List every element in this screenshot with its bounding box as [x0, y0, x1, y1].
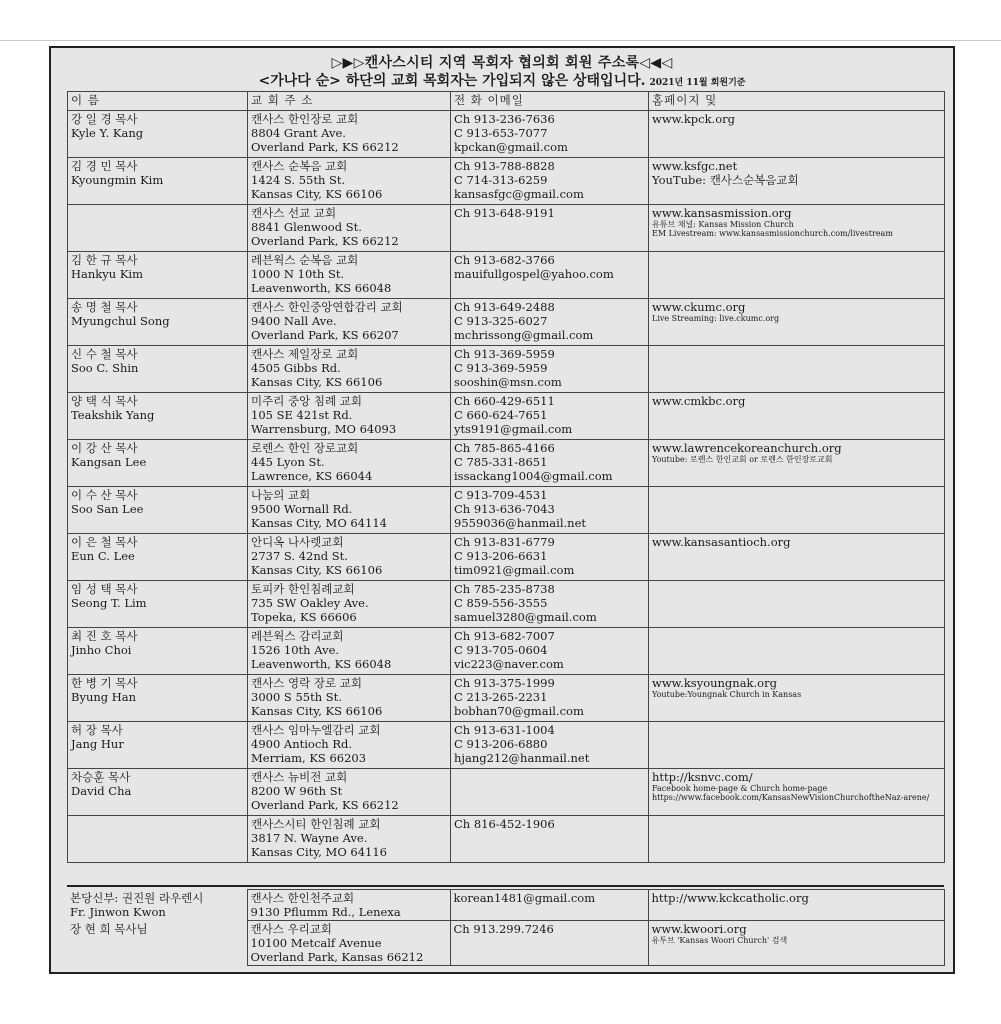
- contact-cell: [451, 628, 649, 675]
- church-address-cell-line: 레븐웍스 감리교회: [251, 629, 344, 643]
- pastor-name-cell-line: 차승훈 목사: [71, 770, 131, 784]
- church-address-cell-line: 4900 Antioch Rd.: [251, 737, 353, 751]
- pastor-name-cell-line: 양 택 식 목사: [71, 394, 138, 408]
- pastor-name-cell-line: Soo San Lee: [71, 502, 144, 516]
- pastor-name-cell: [68, 816, 248, 863]
- contact-cell-line: Ch 816-452-1906: [454, 817, 555, 831]
- contact-cell-line: C 913-709-4531: [454, 488, 548, 502]
- church-address-cell-line: Lawrence, KS 66044: [251, 469, 373, 483]
- homepage-cell: [649, 769, 945, 816]
- contact-cell-line: Ch 913-236-7636: [454, 112, 555, 126]
- contact-cell: [451, 487, 649, 534]
- column-header-homepage: 홈페이지 및: [649, 92, 945, 111]
- page-top-rule: [0, 40, 1001, 41]
- pastor-name-cell-line: Jang Hur: [71, 737, 124, 751]
- homepage-cell-note: Youtube: 로렌스 한인교회 or 로렌스 한인장로교회: [652, 455, 833, 464]
- homepage-cell-note: Facebook home-page & Church home-page: [652, 784, 828, 793]
- contact-cell-line: Ch 913-648-9191: [454, 206, 555, 220]
- directory-body: [68, 111, 945, 863]
- homepage-cell: [649, 628, 945, 675]
- contact-cell-line: vic223@naver.com: [454, 657, 564, 671]
- pastor-name-cell: [68, 581, 248, 628]
- pastor-name-cell: [68, 111, 248, 158]
- homepage-cell-note: Live Streaming: live.ckumc.org: [652, 314, 780, 323]
- church-address-cell-line: Kansas City, MO 64114: [251, 516, 387, 530]
- pastor-name-cell-line: 한 병 기 목사: [71, 676, 138, 690]
- pastor-name-cell-line: 임 성 택 목사: [71, 582, 138, 596]
- homepage-cell-line: YouTube: 캔사스순복음교회: [652, 173, 799, 187]
- pastor-name-cell-line: 김 경 민 목사: [71, 159, 138, 173]
- homepage-cell: [649, 816, 945, 863]
- homepage-cell-line: www.ckumc.org: [652, 300, 746, 314]
- pastor-name-cell: [68, 628, 248, 675]
- pastor-name-cell-line: 이 은 철 목사: [71, 535, 138, 549]
- church-address-cell: [248, 722, 451, 769]
- table-row: [68, 675, 945, 722]
- homepage-cell-line: www.kansasantioch.org: [652, 535, 791, 549]
- homepage-cell-line: www.ksyoungnak.org: [652, 676, 777, 690]
- table-header-row: [68, 92, 945, 111]
- table-row: [68, 393, 945, 440]
- contact-cell: [451, 346, 649, 393]
- pastor-name-cell-line: Fr. Jinwon Kwon: [70, 904, 166, 919]
- church-address-cell: [248, 628, 451, 675]
- pastor-name-cell-line: 강 일 경 목사: [71, 112, 138, 126]
- contact-cell: [451, 205, 649, 252]
- table-row: [68, 628, 945, 675]
- pastor-name-cell: [67, 890, 247, 921]
- contact-cell-line: sooshin@msn.com: [454, 375, 562, 389]
- contact-cell-line: kansasfgc@gmail.com: [454, 187, 584, 201]
- contact-cell-line: Ch 913.299.7246: [453, 922, 554, 936]
- contact-cell-line: C 913-653-7077: [454, 126, 548, 140]
- church-address-cell-line: 105 SE 421st Rd.: [251, 408, 353, 422]
- directory-frame: [49, 46, 955, 974]
- church-address-cell-line: 445 Lyon St.: [251, 455, 325, 469]
- church-address-cell-line: 9130 Pflumm Rd., Lenexa: [250, 905, 401, 919]
- church-address-cell-line: 안디옥 나사렛교회: [251, 535, 344, 549]
- contact-cell: [451, 440, 649, 487]
- church-address-cell: [247, 890, 450, 921]
- table-row: [68, 205, 945, 252]
- church-address-cell-line: Overland Park, KS 66212: [251, 140, 399, 154]
- pastor-name-cell-line: 본당신부: 권진원 라우렌시: [70, 890, 204, 905]
- contact-cell: [451, 581, 649, 628]
- contact-cell: [451, 722, 649, 769]
- table-row: [68, 346, 945, 393]
- table-row: [68, 722, 945, 769]
- contact-cell-line: C 660-624-7651: [454, 408, 548, 422]
- pastor-name-cell-line: 송 명 철 목사: [71, 300, 138, 314]
- homepage-cell: [649, 534, 945, 581]
- church-address-cell: [248, 769, 451, 816]
- church-address-cell-line: Overland Park, KS 66207: [251, 328, 399, 342]
- contact-cell-line: yts9191@gmail.com: [454, 422, 573, 436]
- church-address-cell-line: 캔사스 한인중앙연합감리 교회: [251, 300, 403, 314]
- contact-cell-line: C 913-206-6880: [454, 737, 548, 751]
- table-row: [67, 890, 944, 921]
- contact-cell: [450, 921, 648, 966]
- directory-title: ▷▶▷캔사스시티 지역 목회자 협의회 회원 주소록◁◀◁: [331, 55, 673, 71]
- pastor-name-cell-line: 이 수 산 목사: [71, 488, 138, 502]
- non-member-table: [67, 889, 945, 966]
- contact-cell-line: Ch 913-682-3766: [454, 253, 555, 267]
- contact-cell: [451, 816, 649, 863]
- contact-cell: [451, 393, 649, 440]
- church-address-cell-line: 8804 Grant Ave.: [251, 126, 346, 140]
- homepage-cell-note: EM Livestream: www.kansasmissionchurch.com/livestream: [652, 229, 893, 238]
- contact-cell: [451, 675, 649, 722]
- homepage-cell: [649, 393, 945, 440]
- pastor-name-cell-line: Hankyu Kim: [71, 267, 143, 281]
- contact-cell-line: kpckan@gmail.com: [454, 140, 568, 154]
- subtitle-text: <가나다 순> 하단의 교회 목회자는 가입되지 않은 상태입니다.: [258, 73, 646, 89]
- pastor-name-cell: [68, 487, 248, 534]
- contact-cell-line: Ch 785-865-4166: [454, 441, 555, 455]
- pastor-name-cell: [68, 534, 248, 581]
- church-address-cell-line: Topeka, KS 66606: [251, 610, 357, 624]
- table-row: [68, 487, 945, 534]
- pastor-name-cell-line: 이 강 산 목사: [71, 441, 138, 455]
- pastor-name-cell-line: 장 현 희 목사님: [70, 921, 148, 936]
- church-address-cell-line: Overland Park, KS 66212: [251, 798, 399, 812]
- contact-cell-line: Ch 913-649-2488: [454, 300, 555, 314]
- homepage-cell: [648, 890, 944, 921]
- church-address-cell-line: 4505 Gibbs Rd.: [251, 361, 341, 375]
- pastor-name-cell-line: Myungchul Song: [71, 314, 170, 328]
- church-address-cell-line: Merriam, KS 66203: [251, 751, 367, 765]
- homepage-cell-line: http://ksnvc.com/: [652, 770, 753, 784]
- pastor-name-cell: [68, 205, 248, 252]
- homepage-cell-note: https://www.facebook.com/KansasNewVisionChurchoftheNaz-arene/: [652, 793, 930, 802]
- contact-cell: [451, 299, 649, 346]
- table-row: [67, 921, 944, 966]
- church-address-cell: [248, 205, 451, 252]
- directory-subtitle: [51, 70, 953, 90]
- homepage-cell-line: www.kansasmission.org: [652, 206, 792, 220]
- contact-cell-line: C 213-265-2231: [454, 690, 548, 704]
- pastor-name-cell: [68, 440, 248, 487]
- church-address-cell-line: 10100 Metcalf Avenue: [250, 936, 382, 950]
- church-address-cell: [248, 581, 451, 628]
- pastor-name-cell-line: Kyle Y. Kang: [71, 126, 144, 140]
- church-address-cell: [248, 487, 451, 534]
- homepage-cell-line: www.kpck.org: [652, 112, 735, 126]
- pastor-name-cell-line: Eun C. Lee: [71, 549, 135, 563]
- church-address-cell-line: 8200 W 96th St: [251, 784, 343, 798]
- pastor-name-cell-line: Teakshik Yang: [71, 408, 155, 422]
- contact-cell-line: C 913-705-0604: [454, 643, 548, 657]
- contact-cell-line: C 785-331-8651: [454, 455, 548, 469]
- church-address-cell-line: Kansas City, MO 64116: [251, 845, 387, 859]
- column-header-name: 이 름: [68, 92, 248, 111]
- table-row: [68, 299, 945, 346]
- pastor-name-cell-line: Soo C. Shin: [71, 361, 139, 375]
- homepage-cell-line: http://www.kckcatholic.org: [651, 891, 809, 905]
- homepage-cell: [649, 158, 945, 205]
- homepage-cell: [649, 722, 945, 769]
- pastor-name-cell-line: Byung Han: [71, 690, 137, 704]
- church-address-cell-line: Warrensburg, MO 64093: [251, 422, 397, 436]
- contact-cell-line: tim0921@gmail.com: [454, 563, 575, 577]
- church-address-cell-line: 3817 N. Wayne Ave.: [251, 831, 368, 845]
- church-address-cell-line: Overland Park, KS 66212: [251, 234, 399, 248]
- homepage-cell-line: www.ksfgc.net: [652, 159, 738, 173]
- homepage-cell: [649, 675, 945, 722]
- homepage-cell: [649, 581, 945, 628]
- contact-cell-line: Ch 913-631-1004: [454, 723, 555, 737]
- church-address-cell: [248, 675, 451, 722]
- homepage-cell: [649, 487, 945, 534]
- contact-cell-line: Ch 913-831-6779: [454, 535, 555, 549]
- contact-cell-line: issackang1004@gmail.com: [454, 469, 613, 483]
- contact-cell-line: C 913-369-5959: [454, 361, 548, 375]
- church-address-cell-line: 로렌스 한인 장로교회: [251, 441, 359, 455]
- church-address-cell-line: 캔사스 제일장로 교회: [251, 347, 359, 361]
- section-divider: [67, 885, 944, 887]
- homepage-cell-line: www.cmkbc.org: [652, 394, 746, 408]
- contact-cell: [451, 252, 649, 299]
- homepage-cell-note: 유튜브 채널: Kansas Mission Church: [652, 220, 794, 229]
- church-address-cell: [248, 299, 451, 346]
- church-address-cell-line: 캔사스 뉴비전 교회: [251, 770, 348, 784]
- homepage-cell-note: 유투브 'Kansas Woori Church' 검색: [651, 936, 788, 945]
- church-address-cell-line: 미주리 중앙 침례 교회: [251, 394, 362, 408]
- pastor-name-cell: [68, 675, 248, 722]
- church-address-cell: [248, 252, 451, 299]
- table-row: [68, 111, 945, 158]
- church-address-cell: [248, 816, 451, 863]
- contact-cell: [451, 111, 649, 158]
- contact-cell-line: Ch 913-636-7043: [454, 502, 555, 516]
- church-address-cell: [248, 440, 451, 487]
- church-address-cell-line: 캔사스 임마누엘감리 교회: [251, 723, 381, 737]
- pastor-name-cell-line: 신 수 철 목사: [71, 347, 138, 361]
- church-address-cell-line: 토피카 한인침례교회: [251, 582, 355, 596]
- church-address-cell-line: Leavenworth, KS 66048: [251, 281, 392, 295]
- table-row: [68, 534, 945, 581]
- table-row: [68, 816, 945, 863]
- church-address-cell-line: 2737 S. 42nd St.: [251, 549, 348, 563]
- contact-cell: [451, 158, 649, 205]
- homepage-cell: [649, 111, 945, 158]
- contact-cell-line: Ch 913-375-1999: [454, 676, 555, 690]
- contact-cell-line: Ch 785-235-8738: [454, 582, 555, 596]
- membership-date-note: 2021년 11월 회원기준: [649, 78, 746, 88]
- homepage-cell: [649, 205, 945, 252]
- contact-cell-line: mchrissong@gmail.com: [454, 328, 594, 342]
- contact-cell-line: 9559036@hanmail.net: [454, 516, 586, 530]
- contact-cell: [451, 769, 649, 816]
- homepage-cell-line: www.kwoori.org: [651, 922, 747, 936]
- church-address-cell-line: 1526 10th Ave.: [251, 643, 340, 657]
- contact-cell-line: C 714-313-6259: [454, 173, 548, 187]
- pastor-name-cell-line: Kangsan Lee: [71, 455, 147, 469]
- pastor-name-cell-line: David Cha: [71, 784, 132, 798]
- table-row: [68, 440, 945, 487]
- pastor-name-cell: [68, 393, 248, 440]
- contact-cell-line: C 913-206-6631: [454, 549, 548, 563]
- church-address-cell-line: Kansas City, KS 66106: [251, 563, 383, 577]
- table-row: [68, 769, 945, 816]
- church-address-cell-line: 캔사스 한인장로 교회: [251, 112, 359, 126]
- homepage-cell: [648, 921, 944, 966]
- pastor-name-cell: [68, 769, 248, 816]
- homepage-cell: [649, 252, 945, 299]
- church-address-cell-line: 1000 N 10th St.: [251, 267, 345, 281]
- church-address-cell-line: 1424 S. 55th St.: [251, 173, 346, 187]
- pastor-name-cell-line: 최 진 호 목사: [71, 629, 138, 643]
- contact-cell-line: korean1481@gmail.com: [453, 891, 596, 905]
- church-address-cell: [248, 393, 451, 440]
- church-address-cell-line: Kansas City, KS 66106: [251, 187, 383, 201]
- pastor-name-cell: [68, 299, 248, 346]
- church-address-cell-line: Kansas City, KS 66106: [251, 375, 383, 389]
- contact-cell: [450, 890, 648, 921]
- church-address-cell-line: 캔사스시티 한인침례 교회: [251, 817, 381, 831]
- church-address-cell-line: 캔사스 선교 교회: [251, 206, 337, 220]
- contact-cell-line: Ch 913-682-7007: [454, 629, 555, 643]
- contact-cell-line: Ch 913-788-8828: [454, 159, 555, 173]
- column-header-contact: 전 화 이메일: [451, 92, 649, 111]
- homepage-cell-note: Youtube:Youngnak Church in Kansas: [652, 690, 802, 699]
- church-address-cell-line: 9400 Nall Ave.: [251, 314, 337, 328]
- contact-cell-line: hjang212@hanmail.net: [454, 751, 590, 765]
- church-address-cell: [248, 158, 451, 205]
- pastor-name-cell: [68, 252, 248, 299]
- contact-cell-line: Ch 660-429-6511: [454, 394, 555, 408]
- church-address-cell: [248, 346, 451, 393]
- pastor-name-cell: [68, 722, 248, 769]
- church-address-cell-line: 3000 S 55th St.: [251, 690, 342, 704]
- church-address-cell-line: Leavenworth, KS 66048: [251, 657, 392, 671]
- directory-table: [67, 91, 945, 863]
- church-address-cell-line: 8841 Glenwood St.: [251, 220, 362, 234]
- contact-cell: [451, 534, 649, 581]
- homepage-cell: [649, 299, 945, 346]
- church-address-cell-line: Overland Park, Kansas 66212: [250, 950, 424, 964]
- church-address-cell-line: Kansas City, KS 66106: [251, 704, 383, 718]
- pastor-name-cell: [67, 921, 247, 966]
- church-address-cell: [248, 534, 451, 581]
- contact-cell-line: C 913-325-6027: [454, 314, 548, 328]
- pastor-name-cell-line: Seong T. Lim: [71, 596, 147, 610]
- church-address-cell-line: 9500 Wornall Rd.: [251, 502, 353, 516]
- table-row: [68, 581, 945, 628]
- contact-cell-line: bobhan70@gmail.com: [454, 704, 584, 718]
- contact-cell-line: samuel3280@gmail.com: [454, 610, 597, 624]
- church-address-cell-line: 735 SW Oakley Ave.: [251, 596, 369, 610]
- pastor-name-cell-line: Kyoungmin Kim: [71, 173, 164, 187]
- contact-cell-line: C 859-556-3555: [454, 596, 548, 610]
- pastor-name-cell-line: 김 한 규 목사: [71, 253, 138, 267]
- table-row: [68, 158, 945, 205]
- church-address-cell-line: 나눔의 교회: [251, 488, 311, 502]
- contact-cell-line: Ch 913-369-5959: [454, 347, 555, 361]
- church-address-cell-line: 레븐웍스 순복음 교회: [251, 253, 359, 267]
- homepage-cell-line: www.lawrencekoreanchurch.org: [652, 441, 842, 455]
- homepage-cell: [649, 440, 945, 487]
- church-address-cell: [248, 111, 451, 158]
- contact-cell-line: mauifullgospel@yahoo.com: [454, 267, 614, 281]
- pastor-name-cell-line: Jinho Choi: [71, 643, 132, 657]
- church-address-cell: [247, 921, 450, 966]
- pastor-name-cell-line: 허 장 목사: [71, 723, 123, 737]
- church-address-cell-line: 캔사스 우리교회: [250, 922, 332, 936]
- church-address-cell-line: 캔사스 영락 장로 교회: [251, 676, 362, 690]
- church-address-cell-line: 캔사스 한인천주교회: [250, 891, 355, 905]
- church-address-cell-line: 캔사스 순복음 교회: [251, 159, 348, 173]
- pastor-name-cell: [68, 158, 248, 205]
- homepage-cell: [649, 346, 945, 393]
- non-member-body: [67, 890, 944, 966]
- pastor-name-cell: [68, 346, 248, 393]
- column-header-address: 교 회 주 소: [248, 92, 451, 111]
- table-row: [68, 252, 945, 299]
